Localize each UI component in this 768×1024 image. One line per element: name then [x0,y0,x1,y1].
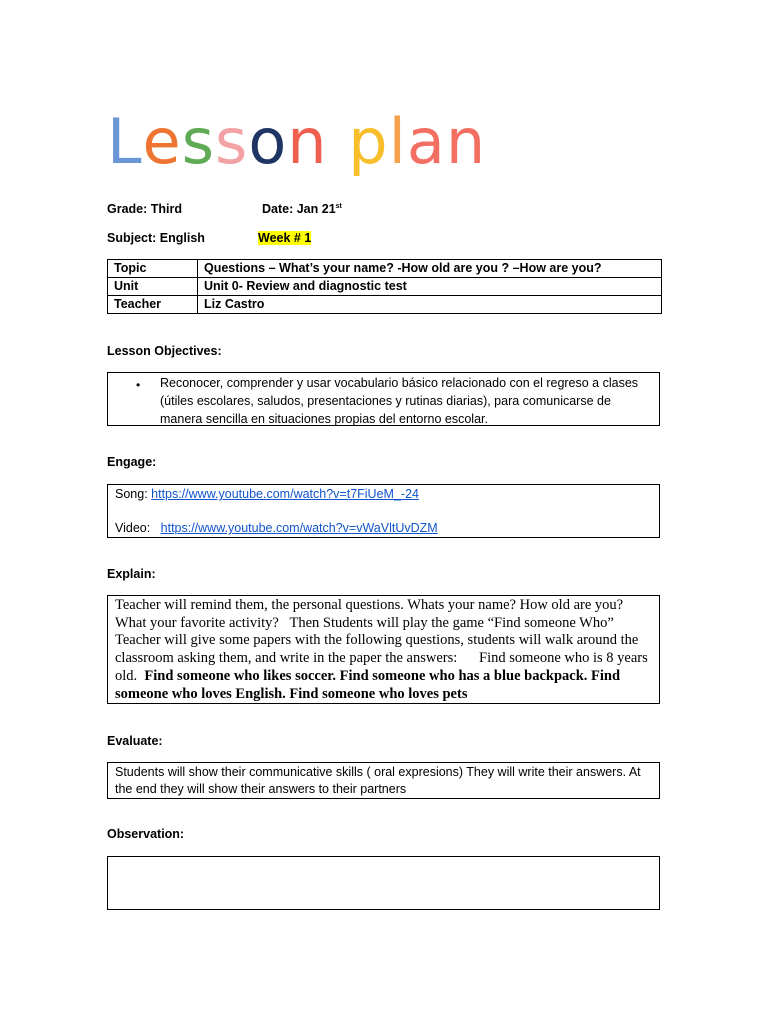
unit-key: Unit [108,278,198,296]
engage-box [107,484,660,538]
title-letter: e [142,105,182,178]
title-letter: l [388,105,407,178]
table-row [108,278,662,296]
title-letter: s [215,105,249,178]
title-letter [328,104,349,180]
date-label: Date: Jan 21st [262,202,342,216]
title-letter: s [181,105,216,178]
info-table [107,259,662,314]
grade-label: Grade: Third [107,202,183,216]
bullet-icon: • [136,378,141,392]
teacher-value: Liz Castro [198,296,662,314]
explain-box [107,595,660,704]
title-letter: n [287,105,328,178]
page-title [107,104,486,180]
video-line [115,520,652,537]
title-letter: a [406,105,446,178]
table-row [108,260,662,278]
title-letter: o [248,105,288,178]
explain-heading: Explain: [107,567,156,581]
objectives-heading: Lesson Objectives: [107,344,222,358]
engage-heading: Engage: [107,455,157,469]
title-letter: p [348,105,389,178]
song-line [115,486,652,503]
explain-bold-text: Find someone who likes soccer. Find someone who has a blue backpack. Find someone who loves English. Find someone who loves pets [115,667,621,702]
song-link[interactable]: https://www.youtube.com/watch?v=t7FiUeM_-24 [151,487,419,501]
song-label: Song: [115,487,152,501]
video-label: Video: [115,521,161,535]
week-label: Week # 1 [258,231,312,245]
observation-box [107,856,660,910]
teacher-key: Teacher [108,296,198,314]
subject-label: Subject: English [107,231,205,245]
topic-key: Topic [108,260,198,278]
evaluate-box [107,762,660,799]
objectives-text: Reconocer, comprender y usar vocabulario básico relacionado con el regreso a clases (útiles escolares, saludos, presentaciones y rutinas diarias), para comunicarse de manera sencilla en situaciones propias del entorno escolar. [160,376,639,426]
title-letter: L [107,105,143,178]
unit-value: Unit 0- Review and diagnostic test [198,278,662,296]
title-letter: n [445,105,487,178]
evaluate-heading: Evaluate: [107,734,163,748]
explain-text: Teacher will remind them, the personal questions. Whats your name? How old are you? What your favorite activity? Then Students will play the game “Find someone Who” Teacher will give some papers with the following questions, students will walk around the classroom asking them, and write in the paper the answers: Find someone who is 8 years old. [115,597,652,684]
video-link[interactable]: https://www.youtube.com/watch?v=vWaVltUvDZM [160,521,438,535]
topic-value: Questions – What’s your name? -How old are you ? –How are you? [198,260,662,278]
evaluate-text: Students will show their communicative skills ( oral expresions) They will write their answers. At the end they will show their answers to their partners [115,765,641,796]
observation-heading: Observation: [107,827,185,841]
objectives-box [107,372,660,426]
table-row [108,296,662,314]
